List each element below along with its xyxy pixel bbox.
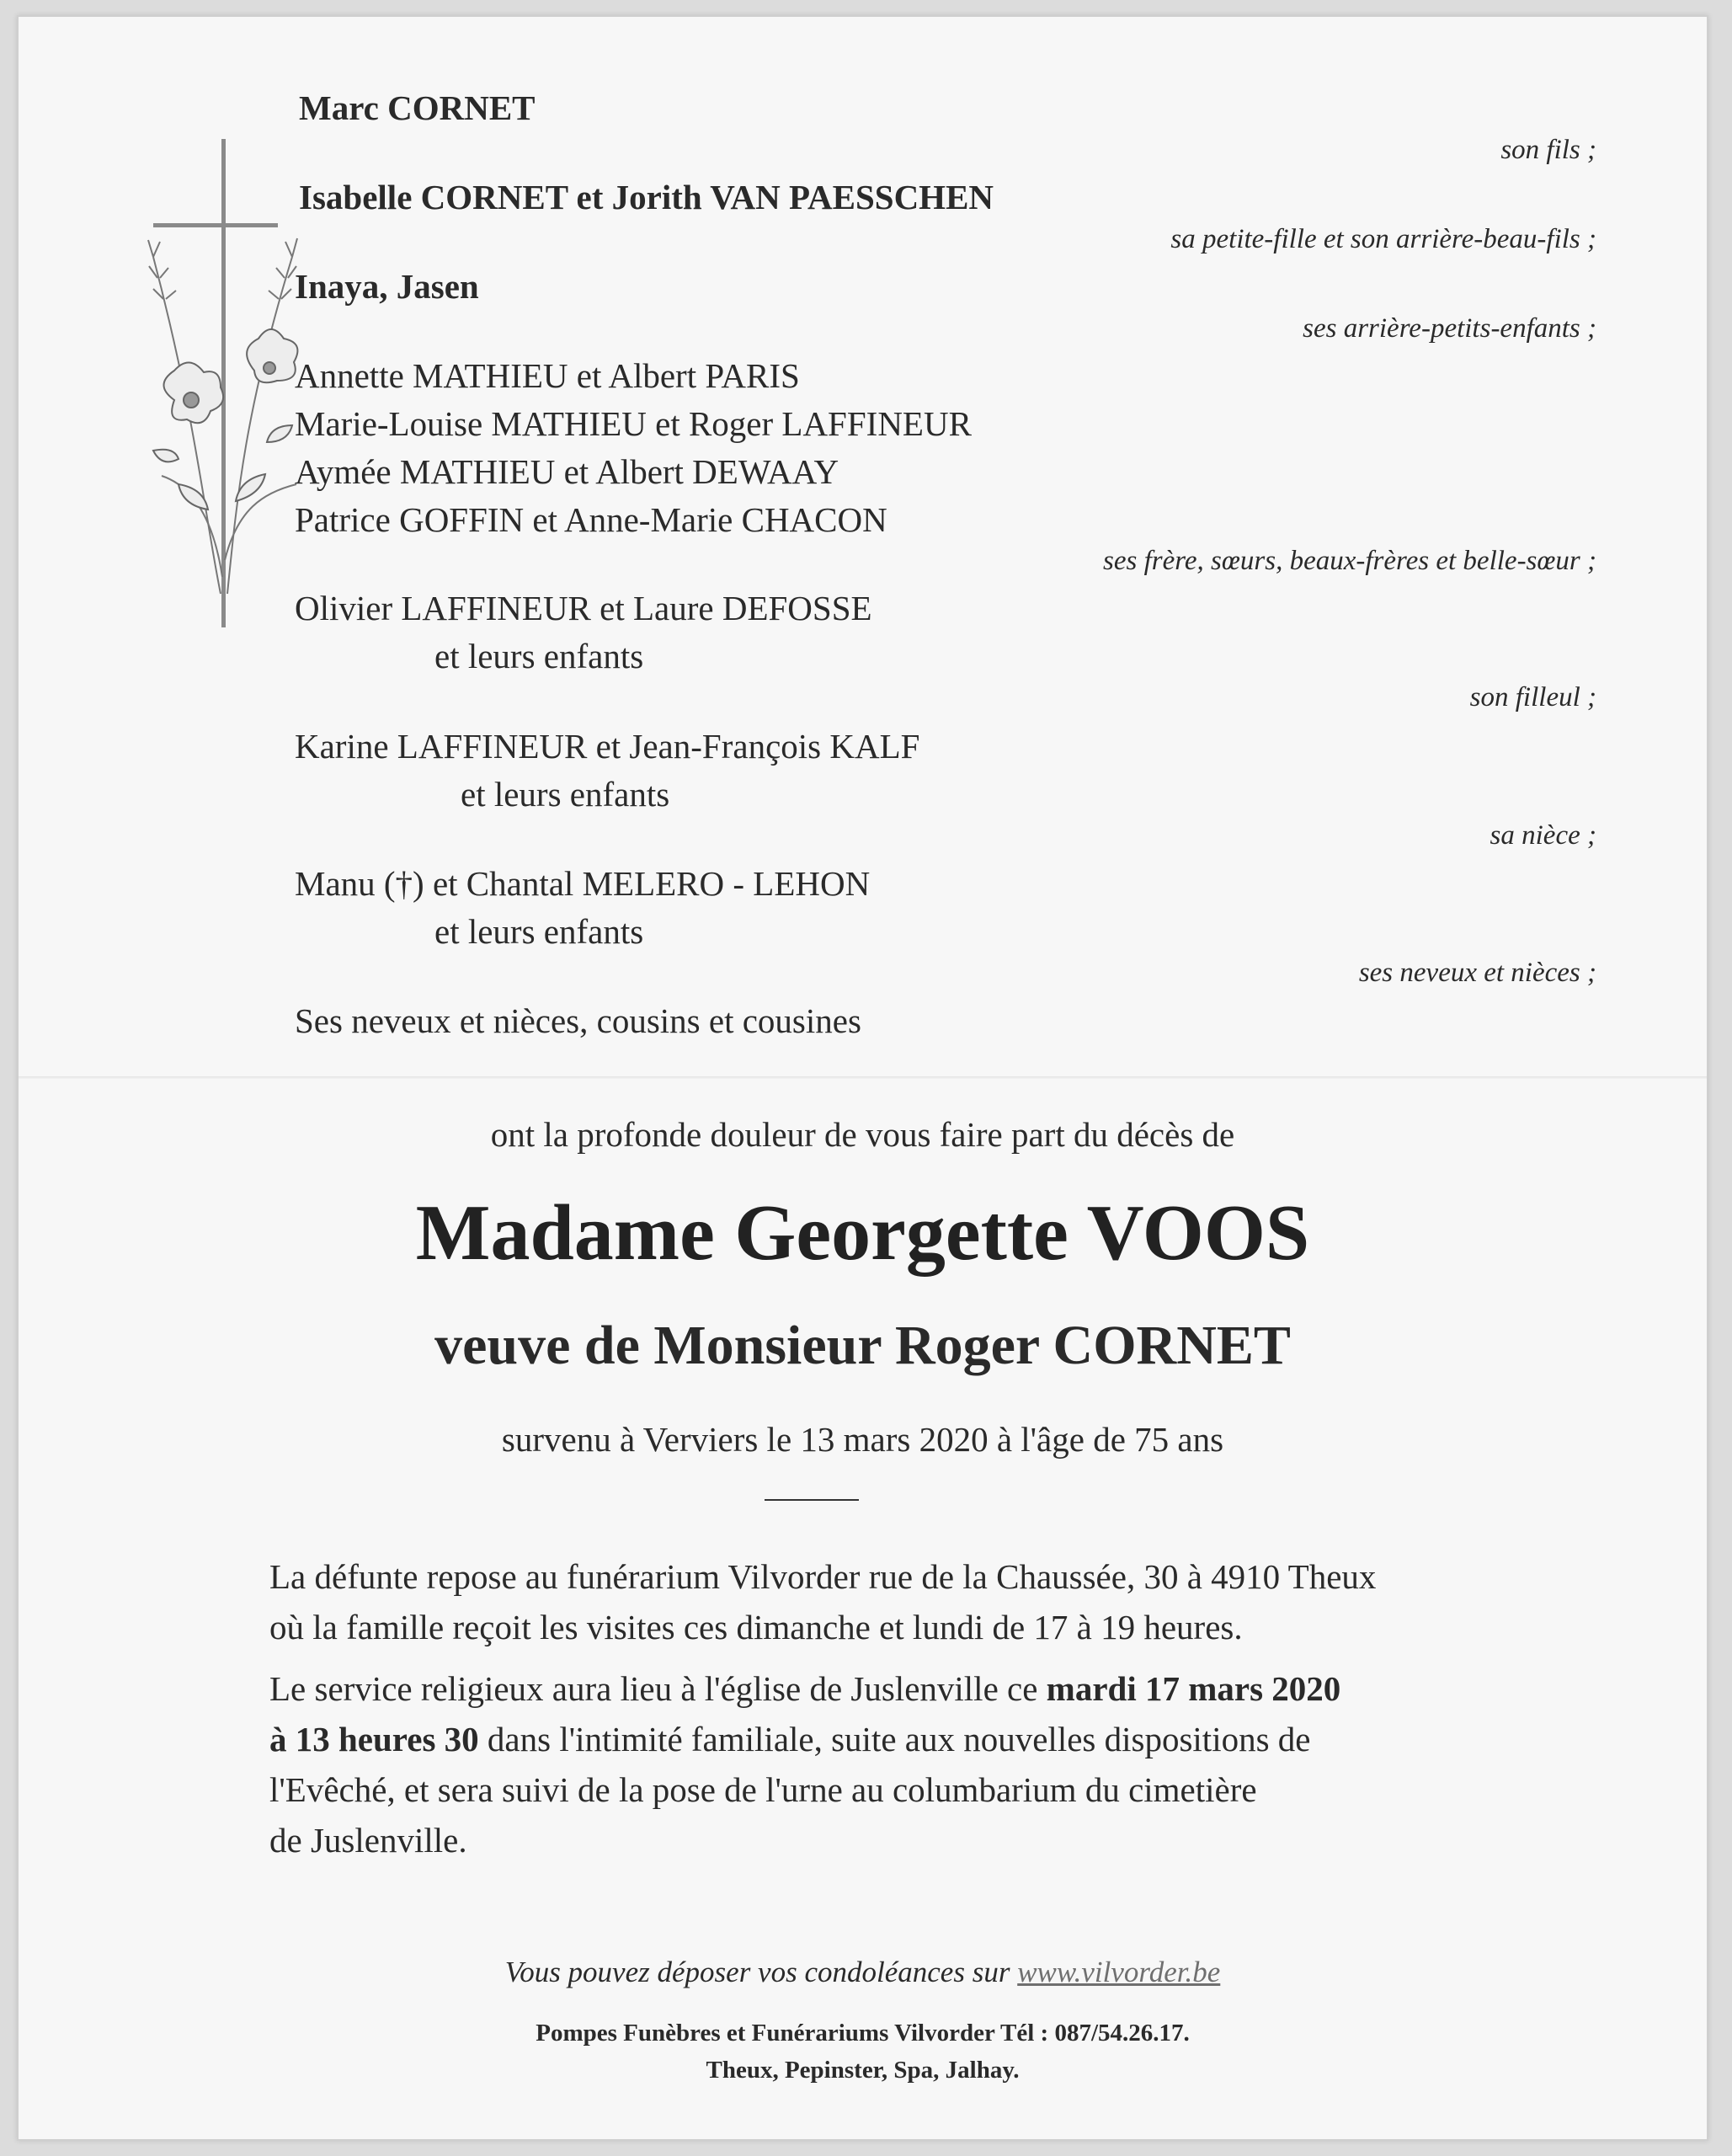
mourner-name: Inaya, Jasen (295, 267, 479, 306)
detail-line: l'Evêché, et sera suivi de la pose de l'urne au columbarium du cimetière (269, 1770, 1257, 1809)
mourner-name: Patrice GOFFIN et Anne-Marie CHACON (295, 500, 887, 539)
separator-line (765, 1499, 859, 1501)
announcement-intro: ont la profonde douleur de vous faire part du décès de (490, 1115, 1235, 1154)
mourner-relation: sa petite-fille et son arrière-beau-fils ; (1170, 224, 1596, 254)
mourner-name: Manu (†) et Chantal MELERO - LEHON (295, 864, 871, 903)
condolences-line (19, 1956, 1707, 1989)
detail-text: dans l'intimité familiale, suite aux nouvelles dispositions de (478, 1720, 1311, 1758)
mourner-name: Olivier LAFFINEUR et Laure DEFOSSE (295, 589, 872, 627)
mourner-name: Aymée MATHIEU et Albert DEWAAY (295, 452, 839, 491)
mourner-name: Annette MATHIEU et Albert PARIS (295, 356, 800, 395)
mourner-name: Marie-Louise MATHIEU et Roger LAFFINEUR (295, 404, 972, 443)
detail-text: Le service religieux aura lieu à l'église de Juslenville ce (269, 1669, 1047, 1708)
mourner-name: Karine LAFFINEUR et Jean-François KALF (295, 727, 920, 766)
detail-line: de Juslenville. (269, 1821, 467, 1860)
mourner-relation: son filleul ; (1469, 682, 1596, 712)
detail-line (269, 1663, 1340, 1714)
mourner-relation: ses arrière-petits-enfants ; (1303, 313, 1596, 344)
mourner-relation: ses frère, sœurs, beaux-frères et belle-sœur ; (1103, 546, 1596, 576)
death-info: survenu à Verviers le 13 mars 2020 à l'âge de 75 ans (501, 1420, 1224, 1459)
mourner-name: Marc CORNET (299, 88, 536, 127)
mourner-name: Isabelle CORNET et Jorith VAN PAESSCHEN (299, 178, 994, 216)
death-notice-card (17, 15, 1708, 2141)
website-link[interactable]: www.vilvorder.be (1017, 1956, 1221, 1988)
deceased-name: Madame Georgette VOOS (415, 1189, 1310, 1277)
fold-line (19, 1076, 1707, 1079)
service-date: mardi 17 mars 2020 (1046, 1669, 1341, 1708)
mourner-sub: et leurs enfants (461, 775, 670, 814)
widow-of: veuve de Monsieur Roger CORNET (434, 1315, 1291, 1376)
mourner-relation: sa nièce ; (1490, 820, 1596, 851)
condolences-text: Vous pouvez déposer vos condoléances sur (504, 1956, 1018, 1988)
detail-line: La défunte repose au funérarium Vilvorder rue de la Chaussée, 30 à 4910 Theux (269, 1557, 1377, 1596)
detail-line: où la famille reçoit les visites ces dimanche et lundi de 17 à 19 heures. (269, 1608, 1243, 1646)
detail-line (269, 1714, 1311, 1764)
mourner-sub: et leurs enfants (434, 637, 644, 675)
mourner-name: Ses neveux et nièces, cousins et cousines (295, 1001, 861, 1040)
company-info: Pompes Funèbres et Funérariums Vilvorder Tél : 087/54.26.17. (536, 2020, 1190, 2047)
company-locations: Theux, Pepinster, Spa, Jalhay. (706, 2057, 1020, 2084)
mourner-sub: et leurs enfants (434, 912, 644, 951)
mourner-relation: son fils ; (1500, 135, 1596, 165)
mourner-relation: ses neveux et nièces ; (1358, 958, 1596, 988)
service-time: à 13 heures 30 (269, 1720, 479, 1758)
